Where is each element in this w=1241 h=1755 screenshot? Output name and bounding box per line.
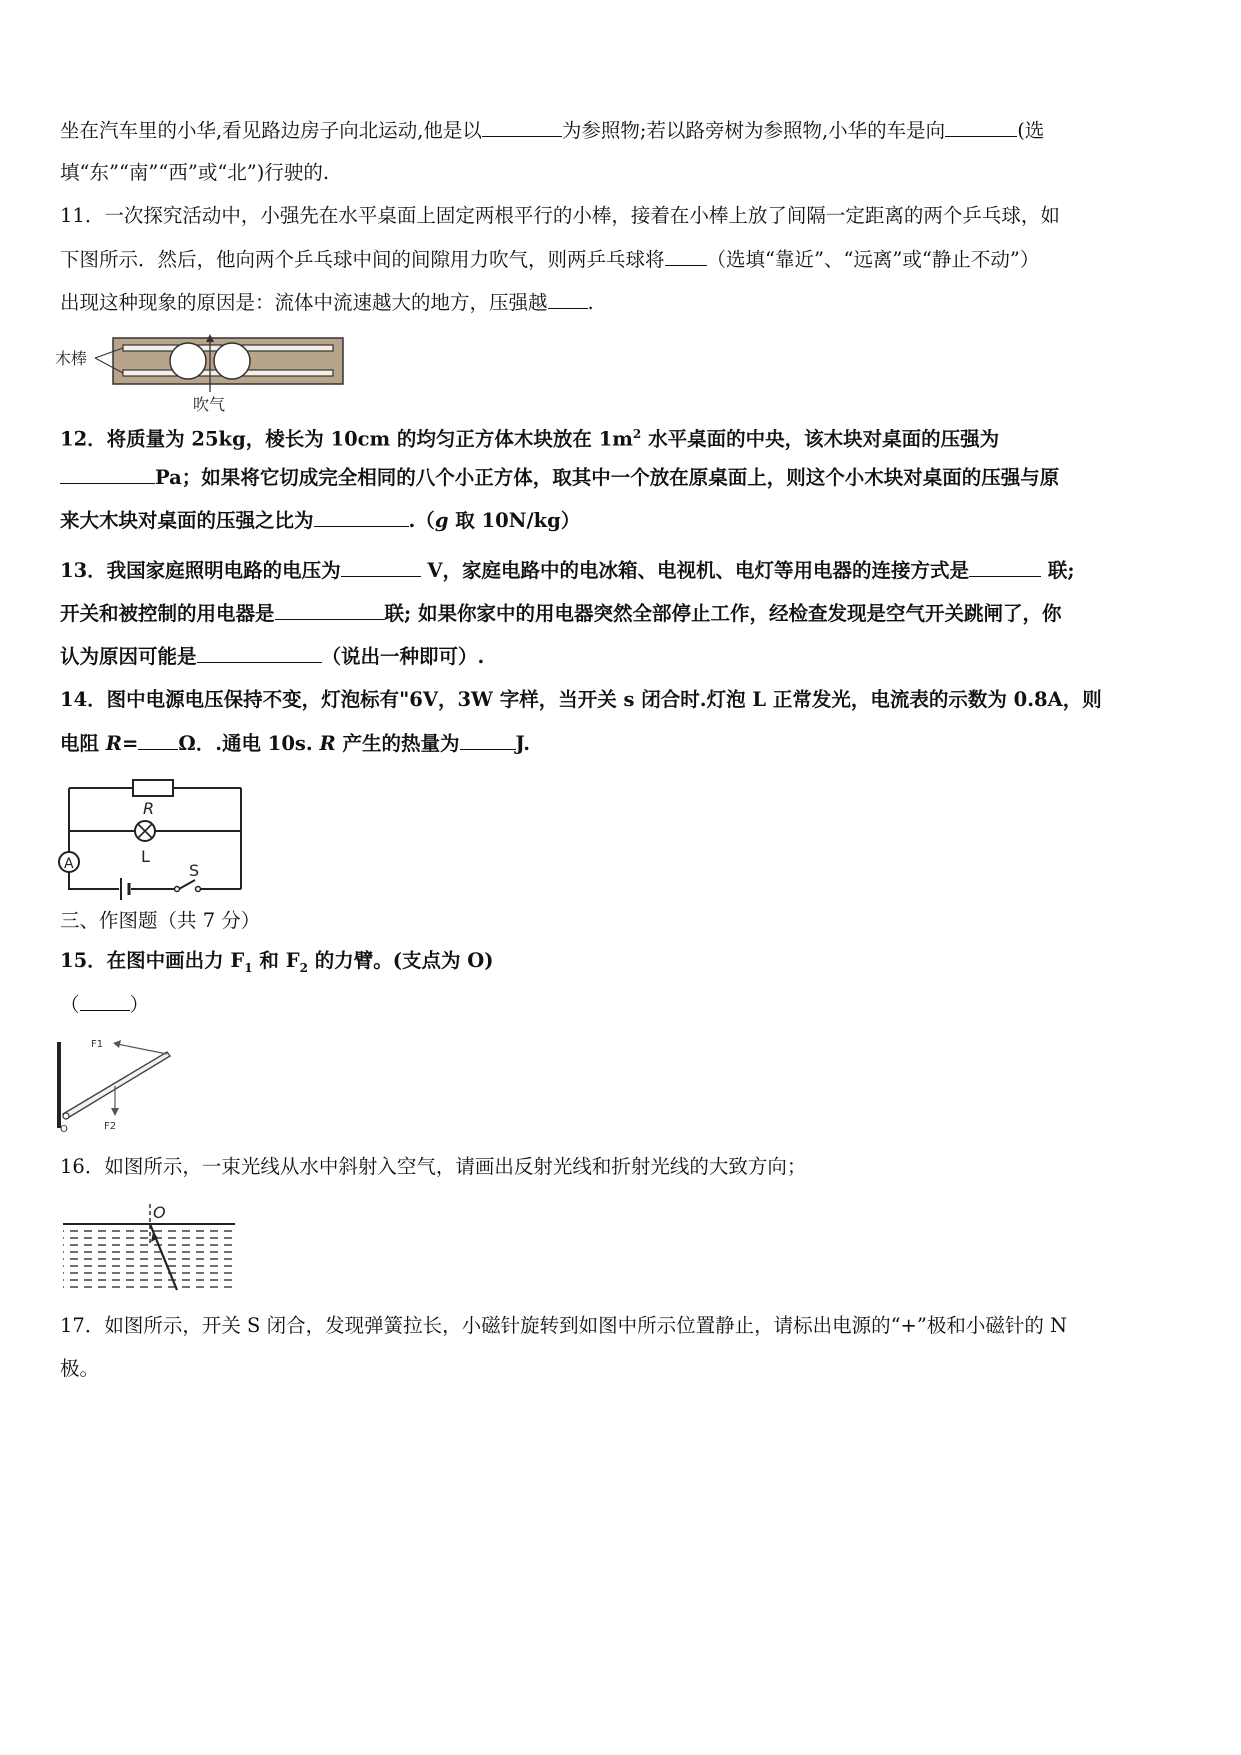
q14-blank-1[interactable] (138, 729, 178, 750)
switch-contact-right (196, 887, 201, 892)
lamp-label: L (141, 847, 150, 866)
q15-line-1 (60, 947, 493, 982)
q12-text: 来大木块对桌面的压强之比为 (60, 509, 314, 532)
q10-blank-1[interactable] (482, 116, 562, 137)
lever-figure (55, 1034, 185, 1134)
q12-blank-1[interactable] (60, 463, 155, 484)
refraction-figure (55, 1200, 245, 1295)
q14-text: J. (515, 732, 531, 755)
q11-text: 出现这种现象的原因是：流体中流速越大的地方，压强越 (60, 291, 548, 314)
blow-label: 吹气 (193, 395, 226, 414)
q13-blank-1[interactable] (341, 556, 421, 577)
q14-text: 产生的热量为 (335, 732, 460, 755)
stick-label: 木棒 (55, 349, 88, 368)
q12-g: g (434, 509, 449, 532)
force-f2-head (111, 1108, 119, 1116)
q11-text: . (587, 291, 594, 314)
q14-text: 电阻 (60, 732, 106, 755)
q13-line-3 (60, 642, 484, 671)
q14-line-1 (60, 686, 1102, 714)
ping-pong-figure (55, 332, 345, 414)
q13-line-1 (60, 556, 1075, 585)
q11-line-2 (60, 245, 1039, 274)
q12-sup: 2 (632, 427, 642, 441)
f1-label: F1 (91, 1039, 104, 1050)
circuit-figure (55, 774, 255, 904)
q12-text: .（ (408, 509, 435, 532)
q14-R: R (105, 732, 123, 755)
q12-line-3 (60, 506, 580, 535)
q15-text: 15．在图中画出力 F (60, 949, 245, 972)
resistor (133, 780, 173, 796)
switch-label: S (189, 861, 200, 880)
q12-text: 水平桌面的中央，该木块对桌面的压强为 (641, 427, 1000, 451)
switch-blade (179, 880, 195, 889)
q12-text: Pa；如果将它切成完全相同的八个小正方体，取其中一个放在原桌面上，则这个小木块对桌面的压强与原 (155, 466, 1060, 489)
q15-text: ） (129, 993, 150, 1016)
q12-line-2 (60, 463, 1059, 492)
q15-text: 的力臂。(支点为 O) (307, 949, 494, 972)
q13-text: 联; 如果你家中的用电器突然全部停止工作，经检查发现是空气开关跳闸了，你 (384, 602, 1062, 625)
q16-line-1 (60, 1153, 806, 1181)
q10-text: (选 (1017, 119, 1045, 142)
q17-text: 17．如图所示，开关 S 闭合，发现弹簧拉长，小磁针旋转到如图中所示位置静止，请标出电源的“+”极和小磁针的 N (60, 1314, 1068, 1337)
q11-blank-2[interactable] (548, 288, 588, 309)
q13-text: 联; (1041, 559, 1075, 582)
q13-blank-3[interactable] (275, 599, 385, 620)
q11-text: （选填“靠近”、“远离”或“静止不动”） (706, 248, 1040, 271)
q13-line-2 (60, 599, 1062, 628)
ping-pong-ball-right (214, 343, 250, 379)
ping-pong-ball-left (170, 343, 206, 379)
q15-text: （ (60, 993, 80, 1016)
q11-blank-1[interactable] (665, 245, 707, 266)
q10-line-2 (60, 159, 329, 187)
force-f1-head (113, 1040, 121, 1048)
q13-text: V，家庭电路中的电冰箱、电视机、电灯等用电器的连接方式是 (420, 559, 970, 582)
q15-sub: 2 (299, 960, 308, 975)
q17-text: 极。 (60, 1357, 100, 1380)
wire-left (69, 788, 119, 889)
q10-text: 填“东”“南”“西”或“北”)行驶的. (60, 161, 330, 184)
wall (57, 1042, 61, 1128)
q15-line-2 (60, 990, 149, 1019)
q11-line-3 (60, 288, 594, 317)
q12-blank-2[interactable] (314, 506, 409, 527)
q14-blank-2[interactable] (460, 729, 516, 750)
ammeter-label: A (64, 856, 74, 872)
q10-line-1 (60, 116, 1044, 145)
q17-line-1 (60, 1312, 1067, 1340)
f2-label: F2 (104, 1121, 117, 1132)
q12-text: 取 10N/kg） (448, 509, 581, 532)
force-f1 (117, 1044, 167, 1054)
water-region (63, 1224, 235, 1290)
q13-blank-4[interactable] (197, 642, 322, 663)
q13-blank-2[interactable] (969, 556, 1041, 577)
section-3-heading (60, 907, 260, 935)
section-title: 三、作图题（共 7 分） (60, 909, 261, 932)
pivot-label: O (60, 1124, 68, 1134)
q10-blank-2[interactable] (945, 116, 1017, 137)
switch-contact-left (175, 887, 180, 892)
q14-text: 14．图中电源电压保持不变，灯泡标有"6V，3W 字样，当开关 s 闭合时.灯泡 L 正常发光，电流表的示数为 0.8A，则 (60, 688, 1102, 711)
q13-text: 开关和被控制的用电器是 (60, 602, 275, 625)
pivot (63, 1113, 69, 1119)
q11-text: 11．一次探究活动中，小强先在水平桌面上固定两根平行的小棒，接着在小棒上放了间隔一定距离的两个乒乓球，如 (60, 204, 1060, 227)
q11-text: 下图所示．然后，他向两个乒乓球中间的间隙用力吹气，则两乒乓球将 (60, 248, 665, 271)
q17-line-2 (60, 1355, 99, 1383)
q15-text: 和 F (252, 949, 300, 972)
point-o-label: O (153, 1203, 166, 1222)
q10-text: 坐在汽车里的小华,看见路边房子向北运动,他是以 (60, 119, 482, 142)
q10-text: 为参照物;若以路旁树为参照物,小华的车是向 (561, 119, 946, 142)
q14-line-2 (60, 729, 530, 758)
q11-line-1 (60, 202, 1060, 230)
q13-text: 13．我国家庭照明电路的电压为 (60, 559, 341, 582)
resistor-label: R (143, 799, 155, 818)
q12-text: 12．将质量为 25kg，棱长为 10cm 的均匀正方体木块放在 1m (60, 427, 633, 451)
q16-text: 16．如图所示，一束光线从水中斜射入空气，请画出反射光线和折射光线的大致方向； (60, 1155, 807, 1178)
q14-R: R (319, 732, 336, 755)
q14-text: = (122, 732, 139, 755)
q12-line-1 (60, 420, 999, 454)
q14-text: Ω．.通电 10s. (178, 732, 320, 755)
q13-text: 认为原因可能是 (60, 645, 197, 668)
q15-sub: 1 (244, 960, 253, 975)
q15-answer-blank[interactable] (80, 990, 130, 1011)
q13-text: （说出一种即可）. (321, 645, 485, 668)
